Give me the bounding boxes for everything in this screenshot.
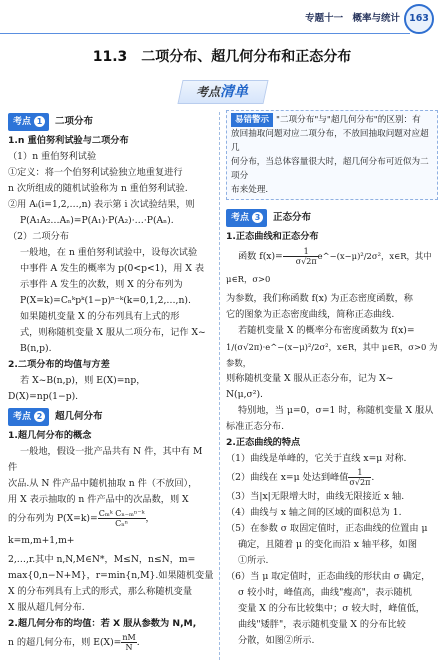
formula-suffix: ，k=m,m+1,m+	[8, 513, 155, 546]
left-line: 1.超几何分布的概念	[8, 430, 92, 441]
banner-big: 清单	[220, 84, 248, 100]
right-line: 1.正态曲线和正态分布	[226, 231, 319, 242]
left-line: P(X=k)=Cₙᵏpᵏ(1−p)ⁿ⁻ᵏ(k=0,1,2,…,n).	[20, 295, 191, 306]
left-line: 次品.从 N 件产品中随机抽取 n 件（不放回），	[8, 478, 198, 489]
left-line: X 的分布列具有上式的形式，那么称随机变量	[8, 586, 193, 597]
left-line: 式，则称随机变量 X 服从二项分布，记作 X~	[20, 327, 206, 338]
kd1-tag-text: 考点	[13, 117, 32, 127]
right-column	[226, 110, 438, 649]
topic-label: 概率与统计	[352, 13, 400, 24]
right-line: （6）当 μ 取定值时，正态曲线的形状由 σ 确定，	[226, 571, 431, 582]
fraction-numerator: Cₘᵏ Cₙ₋ₘⁿ⁻ᵏ	[98, 509, 145, 518]
warning-line: 何分布，当总体容量很大时，超几何分布可近似为二项分	[231, 157, 429, 181]
fraction-numerator: 1	[283, 247, 318, 257]
hypergeometric-fraction	[98, 509, 146, 528]
left-line: 中事件 A 发生的概率为 p(0<p<1)，用 X 表	[20, 263, 205, 274]
left-line: 2,…,r.其中 n,N,M∈N*，M≤N，n≤N，m=	[8, 554, 196, 565]
fraction-numerator: 1	[348, 468, 371, 478]
right-line: N(μ,σ²).	[226, 389, 263, 400]
header-rule	[0, 33, 410, 34]
fraction-denominator: σ√2π	[295, 257, 317, 266]
right-line: （1）曲线是单峰的，它关于直线 x=μ 对称.	[226, 453, 407, 464]
kd3-number: 3	[252, 212, 263, 223]
right-line: 若随机变量 X 的概率分布密度函数为 f(x)=	[238, 325, 415, 336]
peak-fraction	[348, 468, 371, 487]
right-line: 变量 X 的分布比较集中；σ 较大时，峰值低，	[238, 603, 425, 614]
right-line: （5）在参数 σ 取固定值时，正态曲线的位置由 μ	[226, 523, 428, 534]
kaodian-2-tag	[8, 408, 49, 426]
warning-tag: 易错警示	[231, 113, 273, 127]
right-line: 2.正态曲线的特点	[226, 437, 301, 448]
hypergeometric-mean-line	[8, 632, 214, 654]
kd3-title: 正态分布	[273, 212, 312, 223]
right-line: ①所示.	[238, 555, 269, 566]
mean-prefix: n 的超几何分布，则 E(X)=	[8, 637, 122, 648]
kd2-number: 2	[34, 411, 45, 422]
kd1-number: 1	[34, 116, 45, 127]
kd1-title: 二项分布	[55, 116, 94, 127]
fraction-denominator: Cₙⁿ	[115, 519, 129, 528]
left-line: ①定义：将一个伯努利试验独立地重复进行	[8, 167, 183, 178]
right-line: 曲线"矮胖"，表示随机变量 X 的分布比较	[238, 619, 406, 630]
left-line: 2.超几何分布的均值：若 X 服从参数为 N,M,	[8, 618, 197, 629]
right-line: 则称随机变量 X 服从正态分布，记为 X~	[226, 373, 394, 384]
left-column	[8, 110, 214, 654]
column-divider	[219, 112, 220, 660]
hypergeometric-formula-line	[8, 508, 214, 552]
right-line: 标准正态分布.	[226, 421, 285, 432]
peak-line	[226, 467, 438, 489]
warning-line: 放回抽取问题对应二项分布，不放回抽取问题对应超几	[231, 129, 429, 153]
left-line: max{0,n−N+M}，r=min{n,M}.如果随机变量	[8, 570, 214, 581]
left-line: 用 X 表示抽取的 n 件产品中的次品数，则 X	[8, 494, 189, 505]
kd2-title: 超几何分布	[55, 411, 103, 422]
peak-suffix: .	[371, 472, 375, 483]
left-line: 如果随机变量 X 的分布列具有上式的形	[20, 311, 180, 322]
left-line: ②用 Aᵢ(i=1,2,…,n) 表示第 i 次试验结果，则	[8, 199, 195, 210]
fraction-denominator: N	[125, 643, 133, 652]
kd3-tag-text: 考点	[231, 213, 250, 223]
kaodian-3-tag	[226, 209, 267, 227]
left-line: X 服从超几何分布.	[8, 602, 85, 613]
density-suffix: e^−(x−μ)²/2σ²，x∈R，其中 μ∈R，σ>0	[226, 251, 432, 284]
chapter-label: 专题十一	[305, 13, 344, 24]
right-line: 它的图象为正态密度曲线，简称正态曲线.	[226, 309, 395, 320]
right-line: 1/(σ√2π)·e^−(x−μ)²/2σ²，x∈R，其中 μ∈R，σ>0 为参数，	[226, 342, 438, 368]
left-line: n 次所组成的随机试验称为 n 重伯努利试验.	[8, 183, 188, 194]
left-line: 一般地，假设一批产品共有 N 件，其中有 M 件	[8, 446, 203, 473]
warning-box	[226, 110, 438, 200]
right-line: 特别地，当 μ=0，σ=1 时，称随机变量 X 服从	[238, 405, 434, 416]
kd2-tag-text: 考点	[13, 412, 32, 422]
banner-text	[180, 81, 264, 101]
normal-density-line	[226, 245, 438, 291]
running-head	[299, 10, 400, 24]
left-line: P(A₁A₂…Aₙ)=P(A₁)·P(A₂)·…·P(Aₙ).	[20, 215, 174, 226]
warning-line: 布来处理.	[231, 185, 269, 195]
right-line: （3）当|x|无限增大时，曲线无限接近 x 轴.	[226, 491, 405, 502]
kaodian-banner	[180, 80, 264, 102]
right-line: 分散，如图②所示.	[238, 635, 315, 646]
formula-prefix: 的分布列为 P(X=k)=	[8, 513, 98, 524]
page-number: 163	[404, 4, 434, 34]
right-line: 确定，且随着 μ 的变化而沿 x 轴平移，如图	[238, 539, 418, 550]
left-line: 1.n 重伯努利试验与二项分布	[8, 135, 129, 146]
left-line: 一般地，在 n 重伯努利试验中，设每次试验	[20, 247, 198, 258]
left-line: （2）二项分布	[8, 231, 69, 242]
warning-line: "二项分布"与"超几何分布"的区别：有	[276, 115, 421, 125]
right-line: σ 较小时，峰值高，曲线"瘦高"，表示随机	[238, 587, 412, 598]
section-title: 11.3 二项分布、超几何分布和正态分布	[92, 49, 352, 65]
banner-small: 考点	[195, 85, 220, 99]
left-line: 示事件 A 发生的次数，则 X 的分布列为	[20, 279, 183, 290]
left-line: 若 X~B(n,p)，则 E(X)=np，D(X)=np(1−p).	[8, 375, 146, 402]
left-line: B(n,p).	[20, 343, 52, 354]
page-header	[0, 0, 444, 38]
density-fraction	[283, 247, 318, 266]
mean-fraction	[121, 633, 136, 652]
fraction-denominator: σ√2π	[349, 478, 371, 487]
right-line: 为参数，我们称函数 f(x) 为正态密度函数，称	[226, 293, 413, 304]
period: .	[136, 637, 140, 648]
density-prefix: 函数 f(x)=	[238, 251, 283, 262]
kaodian-1-tag	[8, 113, 49, 131]
left-line: （1）n 重伯努利试验	[8, 151, 97, 162]
right-line: （4）曲线与 x 轴之间的区域的面积总为 1.	[226, 507, 402, 518]
peak-prefix: （2）曲线在 x=μ 处达到峰值	[226, 472, 349, 483]
fraction-numerator: nM	[122, 633, 136, 642]
left-line: 2.二项分布的均值与方差	[8, 359, 110, 370]
